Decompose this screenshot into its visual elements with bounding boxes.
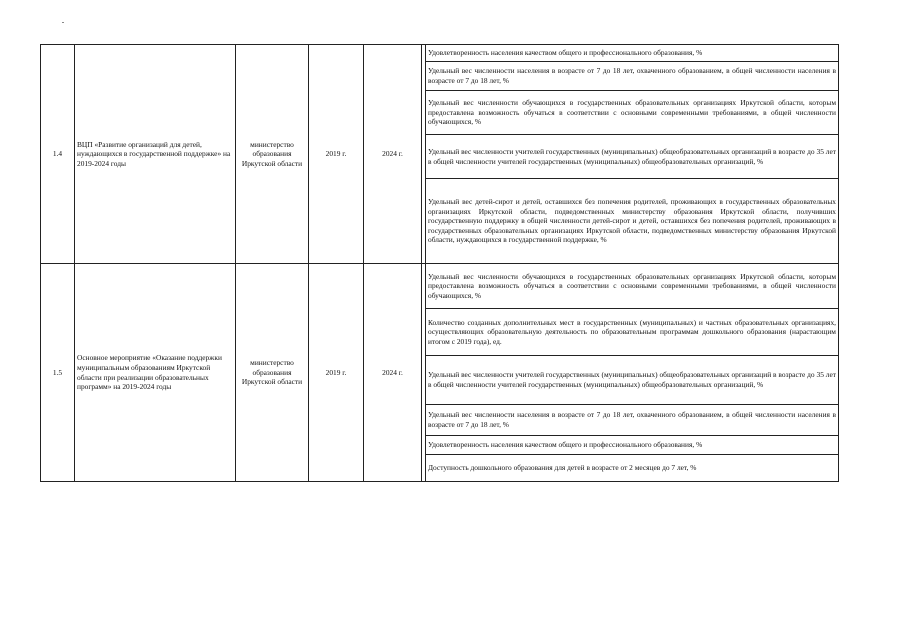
row-number: 1.4 [41,45,75,264]
table-row [41,45,839,62]
indicator-cell: Удельный вес численности населения в возрасте от 7 до 18 лет, охваченного образованием, в общей численности населения в возрасте от 7 до 18 лет, % [426,405,839,436]
indicator-cell: Удельный вес численности обучающихся в государственных образовательных организациях Иркутской области, которым предоставлена возможность обучаться в соответствии с основными современными требованиями, в общей численности обучающихся, % [426,264,839,309]
indicator-cell: Удовлетворенность населения качеством общего и профессионального образования, % [426,45,839,62]
scan-speck [62,22,64,23]
responsible-executor: министерство образования Иркутской области [236,45,309,264]
indicator-cell: Удельный вес численности учителей государственных (муниципальных) общеобразовательных организаций в возрасте до 35 лет в общей численности учителей государственных (муниципальных) общеобразовательных организаций, % [426,135,839,179]
start-year: 2019 г. [309,45,364,264]
table-row [41,264,839,309]
indicator-cell: Удельный вес детей-сирот и детей, оставшихся без попечения родителей, проживающих в государственных образовательных организациях Иркутской области, подведомственных министерству образования Иркутской области, получивших государственную поддержку в общей численности детей-сирот и детей, оставшихся без попечения родителей, проживающих в государственных образовательных организациях Иркутской области, подведомственных министерству образования Иркутской области, нуждающихся в государственной поддержке, % [426,179,839,264]
program-table [40,44,839,482]
row-number: 1.5 [41,264,75,482]
indicator-cell: Удовлетворенность населения качеством общего и профессионального образования, % [426,436,839,455]
indicator-cell: Удельный вес численности населения в возрасте от 7 до 18 лет, охваченного образованием, в общей численности населения в возрасте от 7 до 18 лет, % [426,62,839,91]
responsible-executor: министерство образования Иркутской области [236,264,309,482]
start-year: 2019 г. [309,264,364,482]
indicator-cell: Доступность дошкольного образования для детей в возрасте от 2 месяцев до 7 лет, % [426,455,839,482]
end-year: 2024 г. [364,264,422,482]
indicator-cell: Количество созданных дополнительных мест в государственных (муниципальных) и частных образовательных организациях, осуществляющих образовательную деятельность по образовательным программам дошкольного образования (нарастающим итогом с 2019 года), ед. [426,309,839,356]
indicator-cell: Удельный вес численности учителей государственных (муниципальных) общеобразовательных организаций в возрасте до 35 лет в общей численности учителей государственных (муниципальных) общеобразовательных организаций, % [426,356,839,405]
indicator-cell: Удельный вес численности обучающихся в государственных образовательных организациях Иркутской области, которым предоставлена возможность обучаться в соответствии с основными современными требованиями, в общей численности обучающихся, % [426,91,839,135]
end-year: 2024 г. [364,45,422,264]
activity-name: Основное мероприятие «Оказание поддержки муниципальным образованиям Иркутской области при реализации образовательных программ» на 2019-2024 годы [75,264,236,482]
activity-name: ВЦП «Развитие организаций для детей, нуждающихся в государственной поддержке» на 2019-2024 годы [75,45,236,264]
